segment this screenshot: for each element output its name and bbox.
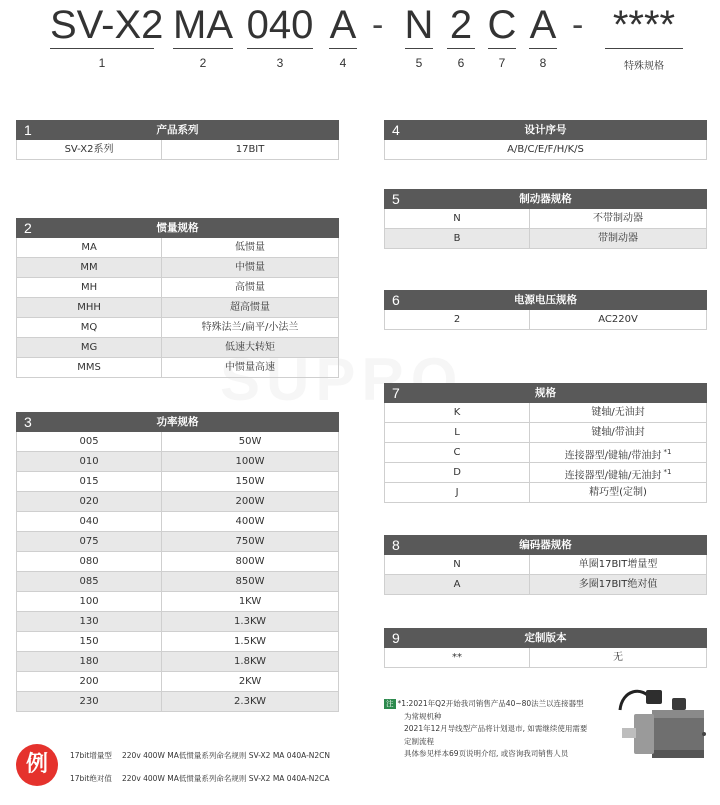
table-row: 100 1KW [16, 592, 339, 612]
example-line-absolute: 17bit绝对值 220v 400W MA低惯量系列命名规则 SV-X2 MA 040A-N2CA [70, 774, 330, 783]
table-row: L 键轴/带油封 [384, 423, 707, 443]
code-seg-4: A 4 [329, 3, 357, 70]
table-row: 085 850W [16, 572, 339, 592]
table-spec [384, 383, 707, 503]
table-row: J 精巧型(定制) [384, 483, 707, 503]
table-row: MH 高惯量 [16, 278, 339, 298]
table-row: MG 低速大转矩 [16, 338, 339, 358]
table-header: 9 定制版本 [384, 628, 707, 648]
table-design-number [384, 120, 707, 160]
table-row: 200 2KW [16, 672, 339, 692]
table-row: MMS 中惯量高速 [16, 358, 339, 378]
table-power [16, 412, 339, 712]
table-row: 230 2.3KW [16, 692, 339, 712]
code-seg-5: N 5 [404, 3, 434, 70]
table-inertia [16, 218, 339, 378]
table-row: 005 50W [16, 432, 339, 452]
table-row: 015 150W [16, 472, 339, 492]
table-header: 8 编码器规格 [384, 535, 707, 555]
table-header: 5 制动器规格 [384, 189, 707, 209]
table-row: C 连接器型/键轴/带油封 $^{*1}$ [384, 443, 707, 463]
table-row: MQ 特殊法兰/扁平/小法兰 [16, 318, 339, 338]
table-header: 1 产品系列 [16, 120, 339, 140]
table-voltage [384, 290, 707, 330]
table-encoder [384, 535, 707, 595]
table-row: N 不带制动器 [384, 209, 707, 229]
table-row: MA 低惯量 [16, 238, 339, 258]
table-header: 2 惯量规格 [16, 218, 339, 238]
servo-motor-image [612, 680, 712, 780]
table-custom-version [384, 628, 707, 668]
example-line-incremental: 17bit增量型 220v 400W MA低惯量系列命名规则 SV-X2 MA 040A-N2CN [70, 751, 331, 760]
table-row: MHH 超高惯量 [16, 298, 339, 318]
table-row: 080 800W [16, 552, 339, 572]
note-tag: 注 [386, 699, 394, 708]
code-seg-1: SV-X2 1 [50, 3, 164, 70]
table-row: ** 无 [384, 648, 707, 668]
footnote-mark: *1 [663, 468, 672, 476]
example-badge: 例 [16, 744, 58, 786]
table-row: SV-X2系列 17BIT [16, 140, 339, 160]
table-header: 3 功率规格 [16, 412, 339, 432]
table-row: B 带制动器 [384, 229, 707, 249]
table-product-series [16, 120, 339, 160]
table-brake [384, 189, 707, 249]
table-row: 040 400W [16, 512, 339, 532]
table-row: 2 AC220V [384, 310, 707, 330]
code-seg-2: MA 2 [173, 3, 233, 70]
table-header: 6 电源电压规格 [384, 290, 707, 310]
code-seg-special: **** 特殊规格 [604, 2, 684, 72]
table-row: A 多圈17BIT绝对值 [384, 575, 707, 595]
table-row: 150 1.5KW [16, 632, 339, 652]
footnote-block: 注 *1:2021年Q2开始我司销售产品40~80法兰以连接器型 为常规机种 2021年12月导线型产品将计划退市, 如需继续使用需要 定制流程 具体参见样本69页说明介绍, 或咨询我司销售人员 [386, 699, 588, 758]
table-header: 7 规格 [384, 383, 707, 403]
table-row: A/B/C/E/F/H/K/S [384, 140, 707, 160]
table-row: MM 中惯量 [16, 258, 339, 278]
table-row: 130 1.3KW [16, 612, 339, 632]
code-seg-6: 2 6 [446, 2, 476, 70]
table-row: K 键轴/无油封 [384, 403, 707, 423]
footnote-mark: *1 [663, 448, 672, 456]
code-dash-2: - [572, 6, 584, 44]
code-seg-3: 040 3 [246, 3, 314, 70]
code-seg-8: A 8 [529, 3, 557, 70]
table-row: 010 100W [16, 452, 339, 472]
table-row: 075 750W [16, 532, 339, 552]
code-dash-1: - [372, 6, 384, 44]
table-header: 4 设计序号 [384, 120, 707, 140]
table-row: D 连接器型/键轴/无油封 $^{*1}$ [384, 463, 707, 483]
table-row: 020 200W [16, 492, 339, 512]
model-code-header [0, 0, 720, 80]
code-seg-7: C 7 [487, 3, 517, 70]
table-row: 180 1.8KW [16, 652, 339, 672]
table-row: N 单圈17BIT增量型 [384, 555, 707, 575]
